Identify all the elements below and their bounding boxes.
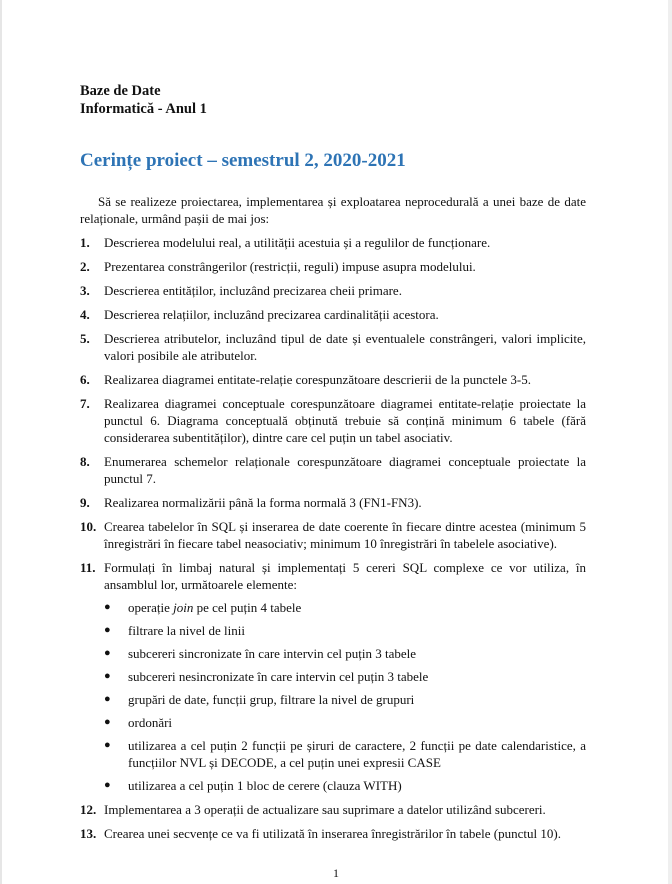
item-text: Descrierea atributelor, incluzând tipul de date și eventualele constrângeri, valori implicite, valori posibile ale atributelor.	[104, 331, 586, 363]
item-text: Crearea unei secvențe ce va fi utilizată în inserarea înregistrărilor în tabele (punctul 10).	[104, 826, 561, 841]
item-text: Realizarea diagramei entitate-relație corespunzătoare descrierii de la punctele 3-5.	[104, 372, 531, 387]
sub-list-item: ● utilizarea a cel puțin 2 funcții pe șiruri de caractere, 2 funcții pe date calendaristice, a funcțiilor NVL și DECODE, a cel puțin unei expresii CASE	[104, 738, 586, 770]
bullet-dot-icon: ●	[104, 647, 111, 659]
list-item	[80, 371, 586, 388]
item-number: 13.	[80, 826, 97, 841]
list-item	[80, 330, 586, 364]
item-number: 6.	[80, 372, 90, 387]
sub-list-item: ● ordonări	[104, 715, 173, 730]
page-left-edge	[0, 0, 2, 884]
page-title: Cerințe proiect – semestrul 2, 2020-2021	[80, 150, 406, 171]
item-text: Descrierea entităților, incluzând precizarea cheii primare.	[104, 283, 402, 298]
item-text: Implementarea a 3 operații de actualizare sau suprimare a datelor utilizând subcereri.	[104, 802, 546, 817]
item-number: 12.	[80, 802, 97, 817]
sql-elements-list	[104, 599, 586, 794]
list-item	[80, 801, 586, 818]
item-text: Crearea tabelelor în SQL și inserarea de date coerente în fiecare dintre acestea (minimum 5 înregistrări în fiecare tabel neasociativ; minimum 10 înregistrări în tabelele asociative).	[104, 519, 586, 551]
item-text: Descrierea relațiilor, incluzând precizarea cardinalității acestora.	[104, 307, 439, 322]
course-name: Baze de Date	[80, 83, 161, 99]
bullet-dot-icon: ●	[104, 624, 111, 636]
item-number: 7.	[80, 396, 90, 411]
bullet-dot-icon: ●	[104, 779, 111, 791]
document-header	[80, 82, 207, 118]
item-number: 10.	[80, 519, 97, 534]
item-text: Realizarea diagramei conceptuale corespunzătoare diagramei entitate-relație proiectate la punctul 6. Diagrama conceptuală obținută trebuie să conțină minimum 6 tabele (fără considerarea subentităților), dintre care cel puțin un tabel asociativ.	[104, 396, 586, 445]
sub-list-item: ● filtrare la nivel de linii	[104, 623, 245, 638]
bullet-dot-icon: ●	[104, 601, 111, 613]
page-number: 1	[333, 866, 339, 880]
item-number: 1.	[80, 235, 90, 250]
list-item	[80, 518, 586, 552]
sub-list-item: ● grupări de date, funcții grup, filtrare la nivel de grupuri	[104, 692, 415, 707]
item-text: Realizarea normalizării până la forma normală 3 (FN1-FN3).	[104, 495, 422, 510]
list-item	[80, 282, 586, 299]
item-text: Formulați în limbaj natural și implementați 5 cereri SQL complexe ce vor utiliza, în ansamblul lor, următoarele elemente:	[104, 560, 586, 592]
item-number: 11.	[80, 560, 96, 575]
list-item	[80, 306, 586, 323]
item-number: 3.	[80, 283, 90, 298]
course-program: Informatică - Anul 1	[80, 101, 207, 117]
sub-list-item: ● utilizarea a cel puțin 1 bloc de cerere (clauza WITH)	[104, 778, 402, 793]
list-item	[80, 258, 586, 275]
item-text: Prezentarea constrângerilor (restricții, reguli) impuse asupra modelului.	[104, 259, 476, 274]
list-item	[80, 494, 586, 511]
item-number: 4.	[80, 307, 90, 322]
item-number: 2.	[80, 259, 90, 274]
sub-list-item: ● subcereri sincronizate în care intervin cel puțin 3 tabele	[104, 646, 417, 661]
sub-list-item: ● subcereri nesincronizate în care intervin cel puțin 3 tabele	[104, 669, 429, 684]
list-item	[80, 234, 586, 251]
list-item	[80, 453, 586, 487]
sub-list-item: ● operație join pe cel puțin 4 tabele	[104, 600, 302, 615]
bullet-dot-icon: ●	[104, 693, 111, 705]
bullet-dot-icon: ●	[104, 739, 111, 751]
list-item	[80, 559, 586, 794]
intro-paragraph: Să se realizeze proiectarea, implementarea și exploatarea neprocedurală a unei baze de date relaționale, urmând pașii de mai jos:	[80, 194, 586, 226]
bullet-dot-icon: ●	[104, 670, 111, 682]
item-number: 5.	[80, 331, 90, 346]
item-text: Descrierea modelului real, a utilității acestuia și a regulilor de funcționare.	[104, 235, 491, 250]
item-number: 9.	[80, 495, 90, 510]
requirements-list	[80, 234, 586, 849]
list-item	[80, 825, 586, 842]
scrollbar-track[interactable]	[668, 0, 672, 884]
list-item	[80, 395, 586, 446]
item-text: Enumerarea schemelor relaționale corespunzătoare diagramei conceptuale proiectate la punctul 7.	[104, 454, 586, 486]
bullet-dot-icon: ●	[104, 716, 111, 728]
item-number: 8.	[80, 454, 90, 469]
